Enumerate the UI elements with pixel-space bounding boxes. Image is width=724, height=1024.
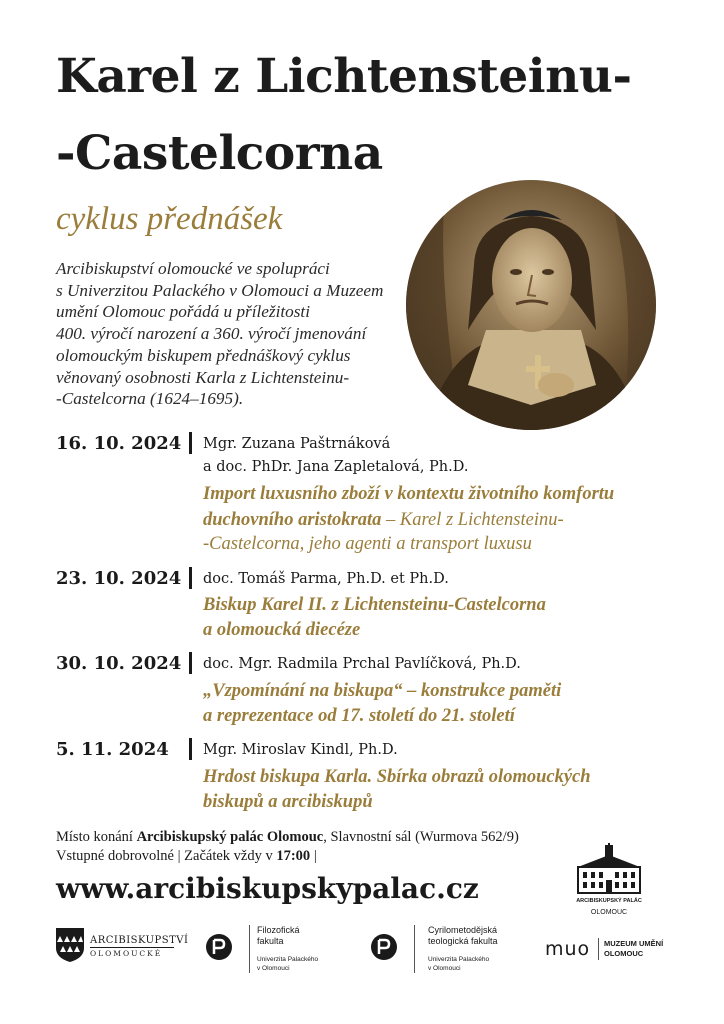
divider-bar (189, 432, 192, 454)
topic-bold: biskupů a arcibiskupů (203, 792, 373, 812)
up-emblem-icon (370, 933, 398, 961)
topic-bold: a olomoucká diecéze (203, 620, 361, 640)
subtitle: cyklus přednášek (56, 201, 283, 237)
topic-bold: a reprezentace od 17. století do 21. století (203, 706, 515, 726)
ff-name-1: Filozofická (257, 925, 300, 935)
archdiocese-logo (56, 928, 196, 968)
archdiocese-name-1: ARCIBISKUPSTVÍ (90, 935, 189, 946)
admission-line (56, 849, 317, 864)
muo-name-1: MUZEUM UMĚNÍ (604, 939, 664, 948)
divider-bar (189, 738, 192, 760)
palace-logo (574, 843, 644, 923)
ctf-univ-1: Univerzita Palackého (428, 956, 490, 963)
ff-name-2: fakulta (257, 936, 284, 946)
ff-divider (249, 925, 250, 973)
lecture-speaker: doc. Tomáš Parma, Ph.D. et Ph.D. (203, 571, 449, 587)
lecture-date: 5. 11. 2024 (56, 739, 169, 760)
intro-line: -Castelcorna (1624–1695). (56, 389, 244, 409)
lecture-topic-line (203, 481, 614, 507)
ff-univ-2: v Olomouci (257, 965, 290, 972)
topic-bold: Hrdost biskupa Karla. Sbírka obrazů olomouckých (203, 767, 591, 787)
lecture-speaker: Mgr. Miroslav Kindl, Ph.D. (203, 742, 398, 758)
muo-divider (598, 938, 599, 960)
ctf-logo (370, 925, 530, 975)
venue-prefix: Místo konání (56, 829, 137, 845)
website-link[interactable]: www.arcibiskupskypalac.cz (56, 872, 479, 905)
intro-line: 400. výročí narození a 360. výročí jmenování (56, 324, 367, 344)
ctf-divider (414, 925, 415, 973)
title-line-2: -Castelcorna (56, 126, 383, 181)
divider-bar (189, 652, 192, 674)
topic-bold: duchovního aristokrata (203, 510, 382, 530)
ctf-univ-2: v Olomouci (428, 965, 461, 972)
palace-logo-caption: ARCIBISKUPSKÝ PALÁC (576, 898, 642, 904)
lecture-topic-line (203, 703, 515, 729)
ff-logo (205, 925, 355, 975)
ctf-name-1: Cyrilometodějská (428, 925, 498, 935)
venue-suffix: , Slavnostní sál (Wurmova 562/9) (323, 829, 519, 845)
lecture-topic-line (203, 789, 373, 815)
admission-prefix: Vstupné dobrovolné | Začátek vždy v (56, 848, 277, 864)
topic-bold: „Vzpomínání na biskupa“ – konstrukce paměti (203, 681, 562, 701)
start-time: 17:00 (276, 848, 311, 864)
lecture-speaker: doc. Mgr. Radmila Prchal Pavlíčková, Ph.D. (203, 656, 521, 672)
title-line-1: Karel z Lichtensteinu- (56, 49, 632, 104)
admission-suffix: | (310, 848, 317, 864)
muo-name-2: OLOMOUC (604, 949, 644, 958)
venue-line (56, 830, 519, 845)
lecture-date: 16. 10. 2024 (56, 433, 182, 454)
lecture-speaker: Mgr. Zuzana Paštrnáková (203, 436, 391, 452)
lecture-date: 23. 10. 2024 (56, 568, 182, 589)
archdiocese-rule (90, 947, 174, 948)
intro-line: olomouckým biskupem přednáškový cyklus (56, 345, 351, 365)
archdiocese-name-2: OLOMOUCKÉ (90, 949, 163, 958)
ctf-name-2: teologická fakulta (428, 936, 498, 946)
lecture-topic-line (203, 678, 561, 704)
intro-line: s Univerzitou Palackého v Olomouci a Muzeem (56, 280, 384, 300)
muo-logo (545, 936, 675, 966)
palace-icon (574, 843, 644, 895)
topic-light: -Castelcorna, jeho agenti a transport luxusu (203, 534, 532, 554)
ff-univ-1: Univerzita Palackého (257, 956, 319, 963)
lecture-topic-line (203, 592, 546, 618)
lecture-topic-line (203, 764, 591, 790)
intro-line: věnovaný osobnosti Karla z Lichtensteinu- (56, 367, 350, 387)
topic-bold: Biskup Karel II. z Lichtensteinu-Castelcorna (203, 595, 546, 615)
lecture-topic-line (203, 531, 532, 557)
palace-logo-city: OLOMOUC (590, 909, 628, 916)
shield-icon (56, 928, 84, 962)
lecture-topic-line (203, 507, 564, 533)
muo-mark: muo (545, 938, 591, 960)
up-emblem-icon (205, 933, 233, 961)
lecture-topic-line (203, 617, 360, 643)
intro-line: Arcibiskupství olomoucké ve spolupráci (56, 259, 330, 278)
lecture-date: 30. 10. 2024 (56, 653, 182, 674)
intro-paragraph (56, 258, 416, 410)
venue-place: Arcibiskupský palác Olomouc (136, 829, 324, 845)
topic-bold: Import luxusního zboží v kontextu životního komfortu (203, 484, 615, 504)
intro-line: umění Olomouc pořádá u příležitosti (56, 302, 310, 322)
bishop-portrait (406, 180, 656, 430)
topic-light: – Karel z Lichtensteinu- (381, 510, 564, 530)
lecture-speaker: a doc. PhDr. Jana Zapletalová, Ph.D. (203, 459, 469, 475)
divider-bar (189, 567, 192, 589)
